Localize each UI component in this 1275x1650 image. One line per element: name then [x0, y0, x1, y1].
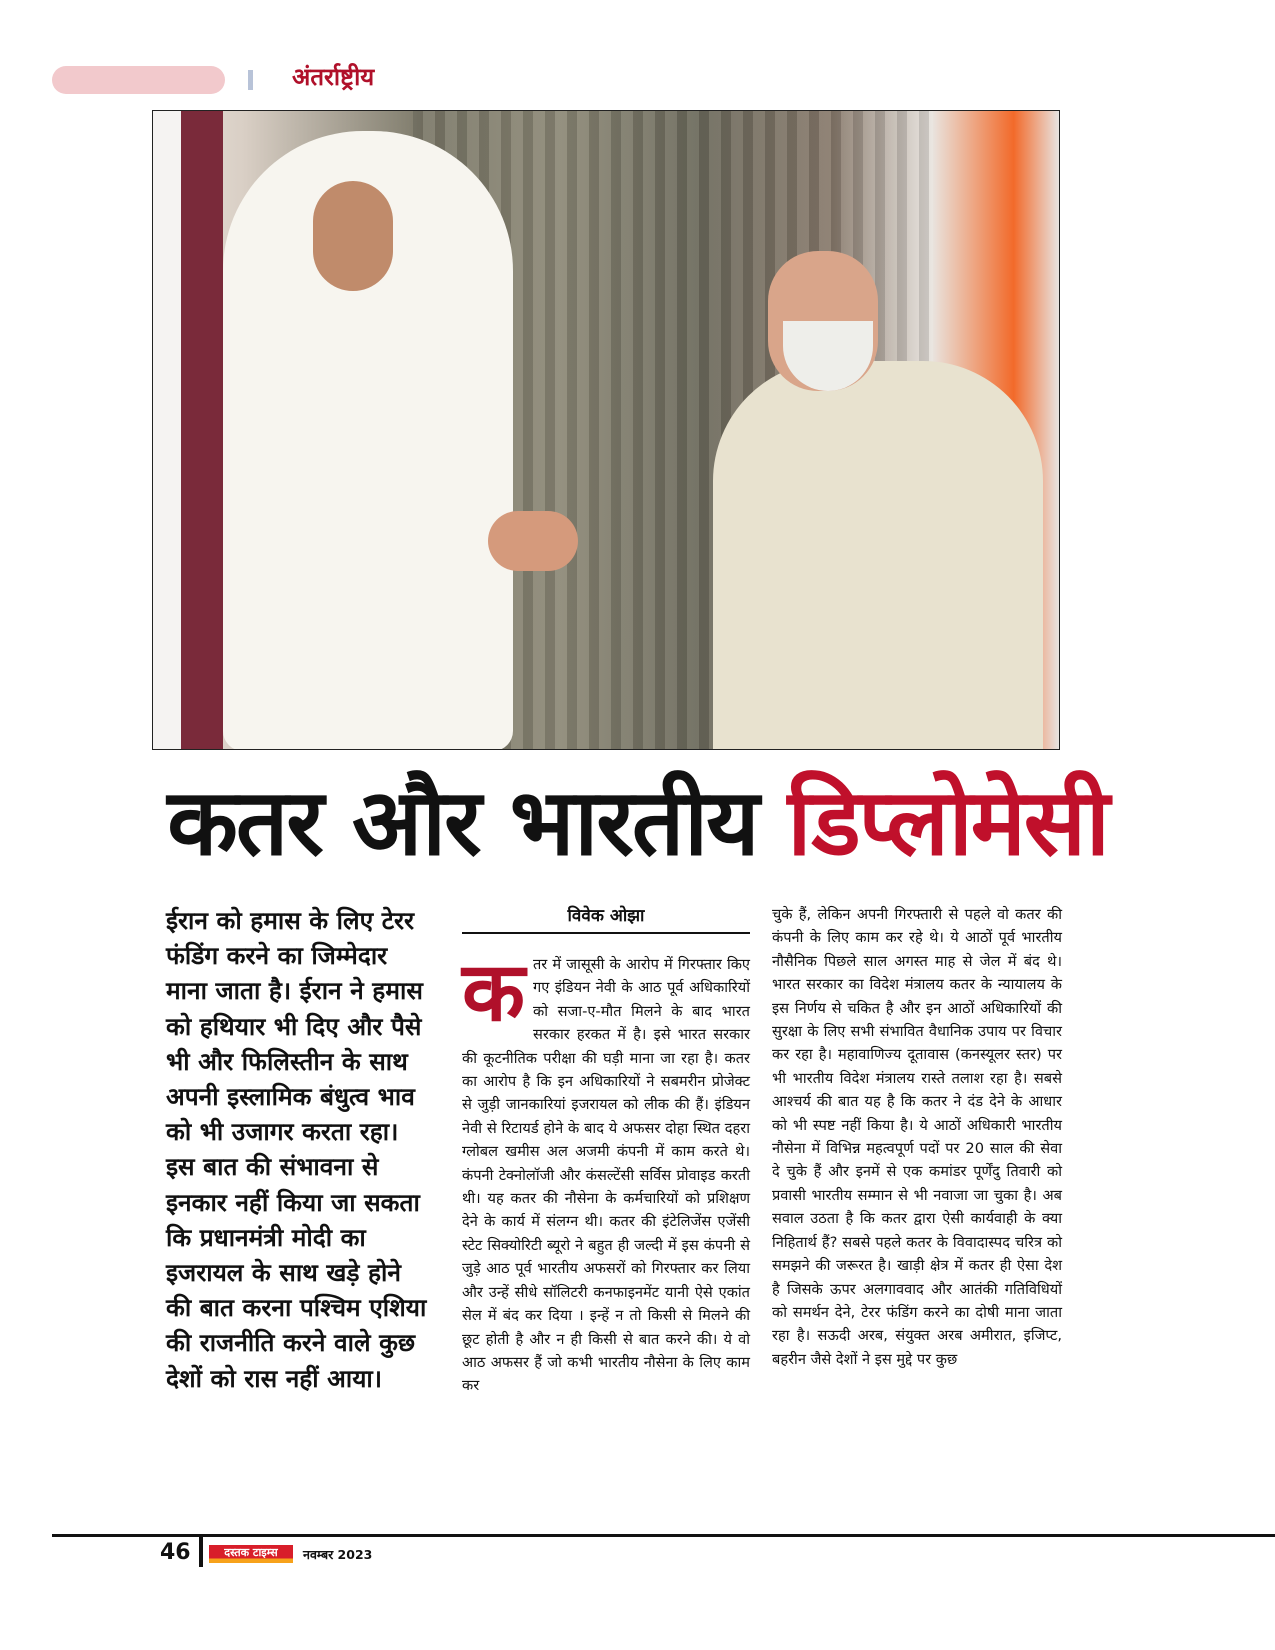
- byline: विवेक ओझा: [462, 903, 750, 934]
- section-divider: [248, 70, 253, 90]
- person-right: [713, 361, 1043, 750]
- person-left-face: [313, 181, 393, 291]
- drop-cap: क: [462, 945, 525, 1040]
- qatar-flag: [153, 111, 223, 749]
- article-column-1: [462, 945, 750, 1398]
- headline-black: कतर और भारतीय: [167, 769, 758, 876]
- pull-quote: ईरान को हमास के लिए टेरर फंडिंग करने का जिम्मेदार माना जाता है। ईरान ने हमास को हथियार भी दिए और पैसे भी और फिलिस्तीन के साथ अपनी इस्लामिक बंधुत्व भाव को भी उजागर करता रहा। इस बात की संभावना से इनकार नहीं किया जा सकता कि प्रधानमंत्री मोदी का इजरायल के साथ खड़े होने की बात करना पश्चिम एशिया की राजनीति करने वाले कुछ देशों को रास नहीं आया।: [166, 906, 427, 1393]
- article-column-2: चुके हैं, लेकिन अपनी गिरफ्तारी से पहले वो कतर की कंपनी के लिए काम कर रहे थे। ये आठों पूर्व भारतीय नौसैनिक पिछले साल अगस्त माह से जेल में बंद थे। भारत सरकार का विदेश मंत्रालय कतर के न्यायालय के इस निर्णय से चकित है और इन आठों अधिकारियों की सुरक्षा के लिए सभी संभावित वैधानिक उपाय पर विचार कर रहा है। महावाणिज्य दूतावास (कनस्यूलर स्तर) पर भी भारतीय विदेश मंत्रालय रास्ते तलाश रहा है। सबसे आश्चर्य की बात यह है कि कतर ने दंड देने के आधार को भी स्पष्ट नहीं किया है। ये आठों अधिकारी भारतीय नौसेना में विभिन्न महत्वपूर्ण पदों पर 20 साल की सेवा दे चुके हैं और इनमें से एक कमांडर पूर्णेंदु तिवारी को प्रवासी भारतीय सम्मान से भी नवाजा जा चुका है। अब सवाल उठता है कि कतर द्वारा ऐसी कार्यवाही के क्या निहितार्थ हैं? सबसे पहले कतर के विवादास्पद चरित्र को समझने की जरूरत है। खाड़ी क्षेत्र में कतर ही ऐसा देश है जिसके ऊपर अलगाववाद और आतंकी गतिविधियों को समर्थन देने, टेरर फंडिंग करने का दोषी माना जाता रहा है। सऊदी अरब, संयुक्त अरब अमीरात, इजिप्ट, बहरीन जैसे देशों ने इस मुद्दे पर कुछ: [772, 906, 1062, 1368]
- section-tab-decoration: [52, 66, 225, 94]
- issue-date: नवम्बर 2023: [303, 1547, 373, 1562]
- headline-red: डिप्लोमेसी: [787, 769, 1108, 876]
- column-1-text: तर में जासूसी के आरोप में गिरफ्तार किए गए इंडियन नेवी के आठ पूर्व अधिकारियों को सजा-ए-मौत मिलने के बाद भारत सरकार हरकत में है। इसे भारत सरकार की कूटनीतिक परीक्षा की घड़ी माना जा रहा है। कतर का आरोप है कि इन अधिकारियों ने सबमरीन प्रोजेक्ट से जुड़ी जानकारियां इजरायल को लीक की हैं। इंडियन नेवी से रिटायर्ड होने के बाद ये अफसर दोहा स्थित दहरा ग्लोबल खमीस अल अजमी कंपनी में काम करते थे। कंपनी टेक्नोलॉजी और कंसल्टेंसी सर्विस प्रोवाइड करती थी। यह कतर की नौसेना के कर्मचारियों को प्रशिक्षण देने के कार्य में संलग्न थी। कतर की इंटेलिजेंस एजेंसी स्टेट सिक्योरिटी ब्यूरो ने बहुत ही जल्दी में इस कंपनी से जुड़े आठ पूर्व भारतीय अफसरों को गिरफ्तार कर लिया और उन्हें सीधे सॉलिटरी कनफाइनमेंट यानी ऐसे एकांत सेल में बंद कर दिया । इन्हें न तो किसी से मिलने की छूट होती है और न ही किसी से बात करने की। ये वो आठ अफसर हैं जो कभी भारतीय नौसेना के लिए काम कर: [462, 956, 750, 1395]
- lead-photo: [152, 110, 1060, 750]
- handshake: [488, 511, 578, 571]
- footer-rule: [52, 1534, 1275, 1537]
- footer-divider: [199, 1537, 203, 1567]
- headline: [0, 768, 1275, 878]
- section-label: अंतर्राष्ट्रीय: [292, 63, 375, 91]
- magazine-logo: दस्तक टाइम्स: [209, 1545, 293, 1563]
- page-number: 46: [160, 1540, 191, 1565]
